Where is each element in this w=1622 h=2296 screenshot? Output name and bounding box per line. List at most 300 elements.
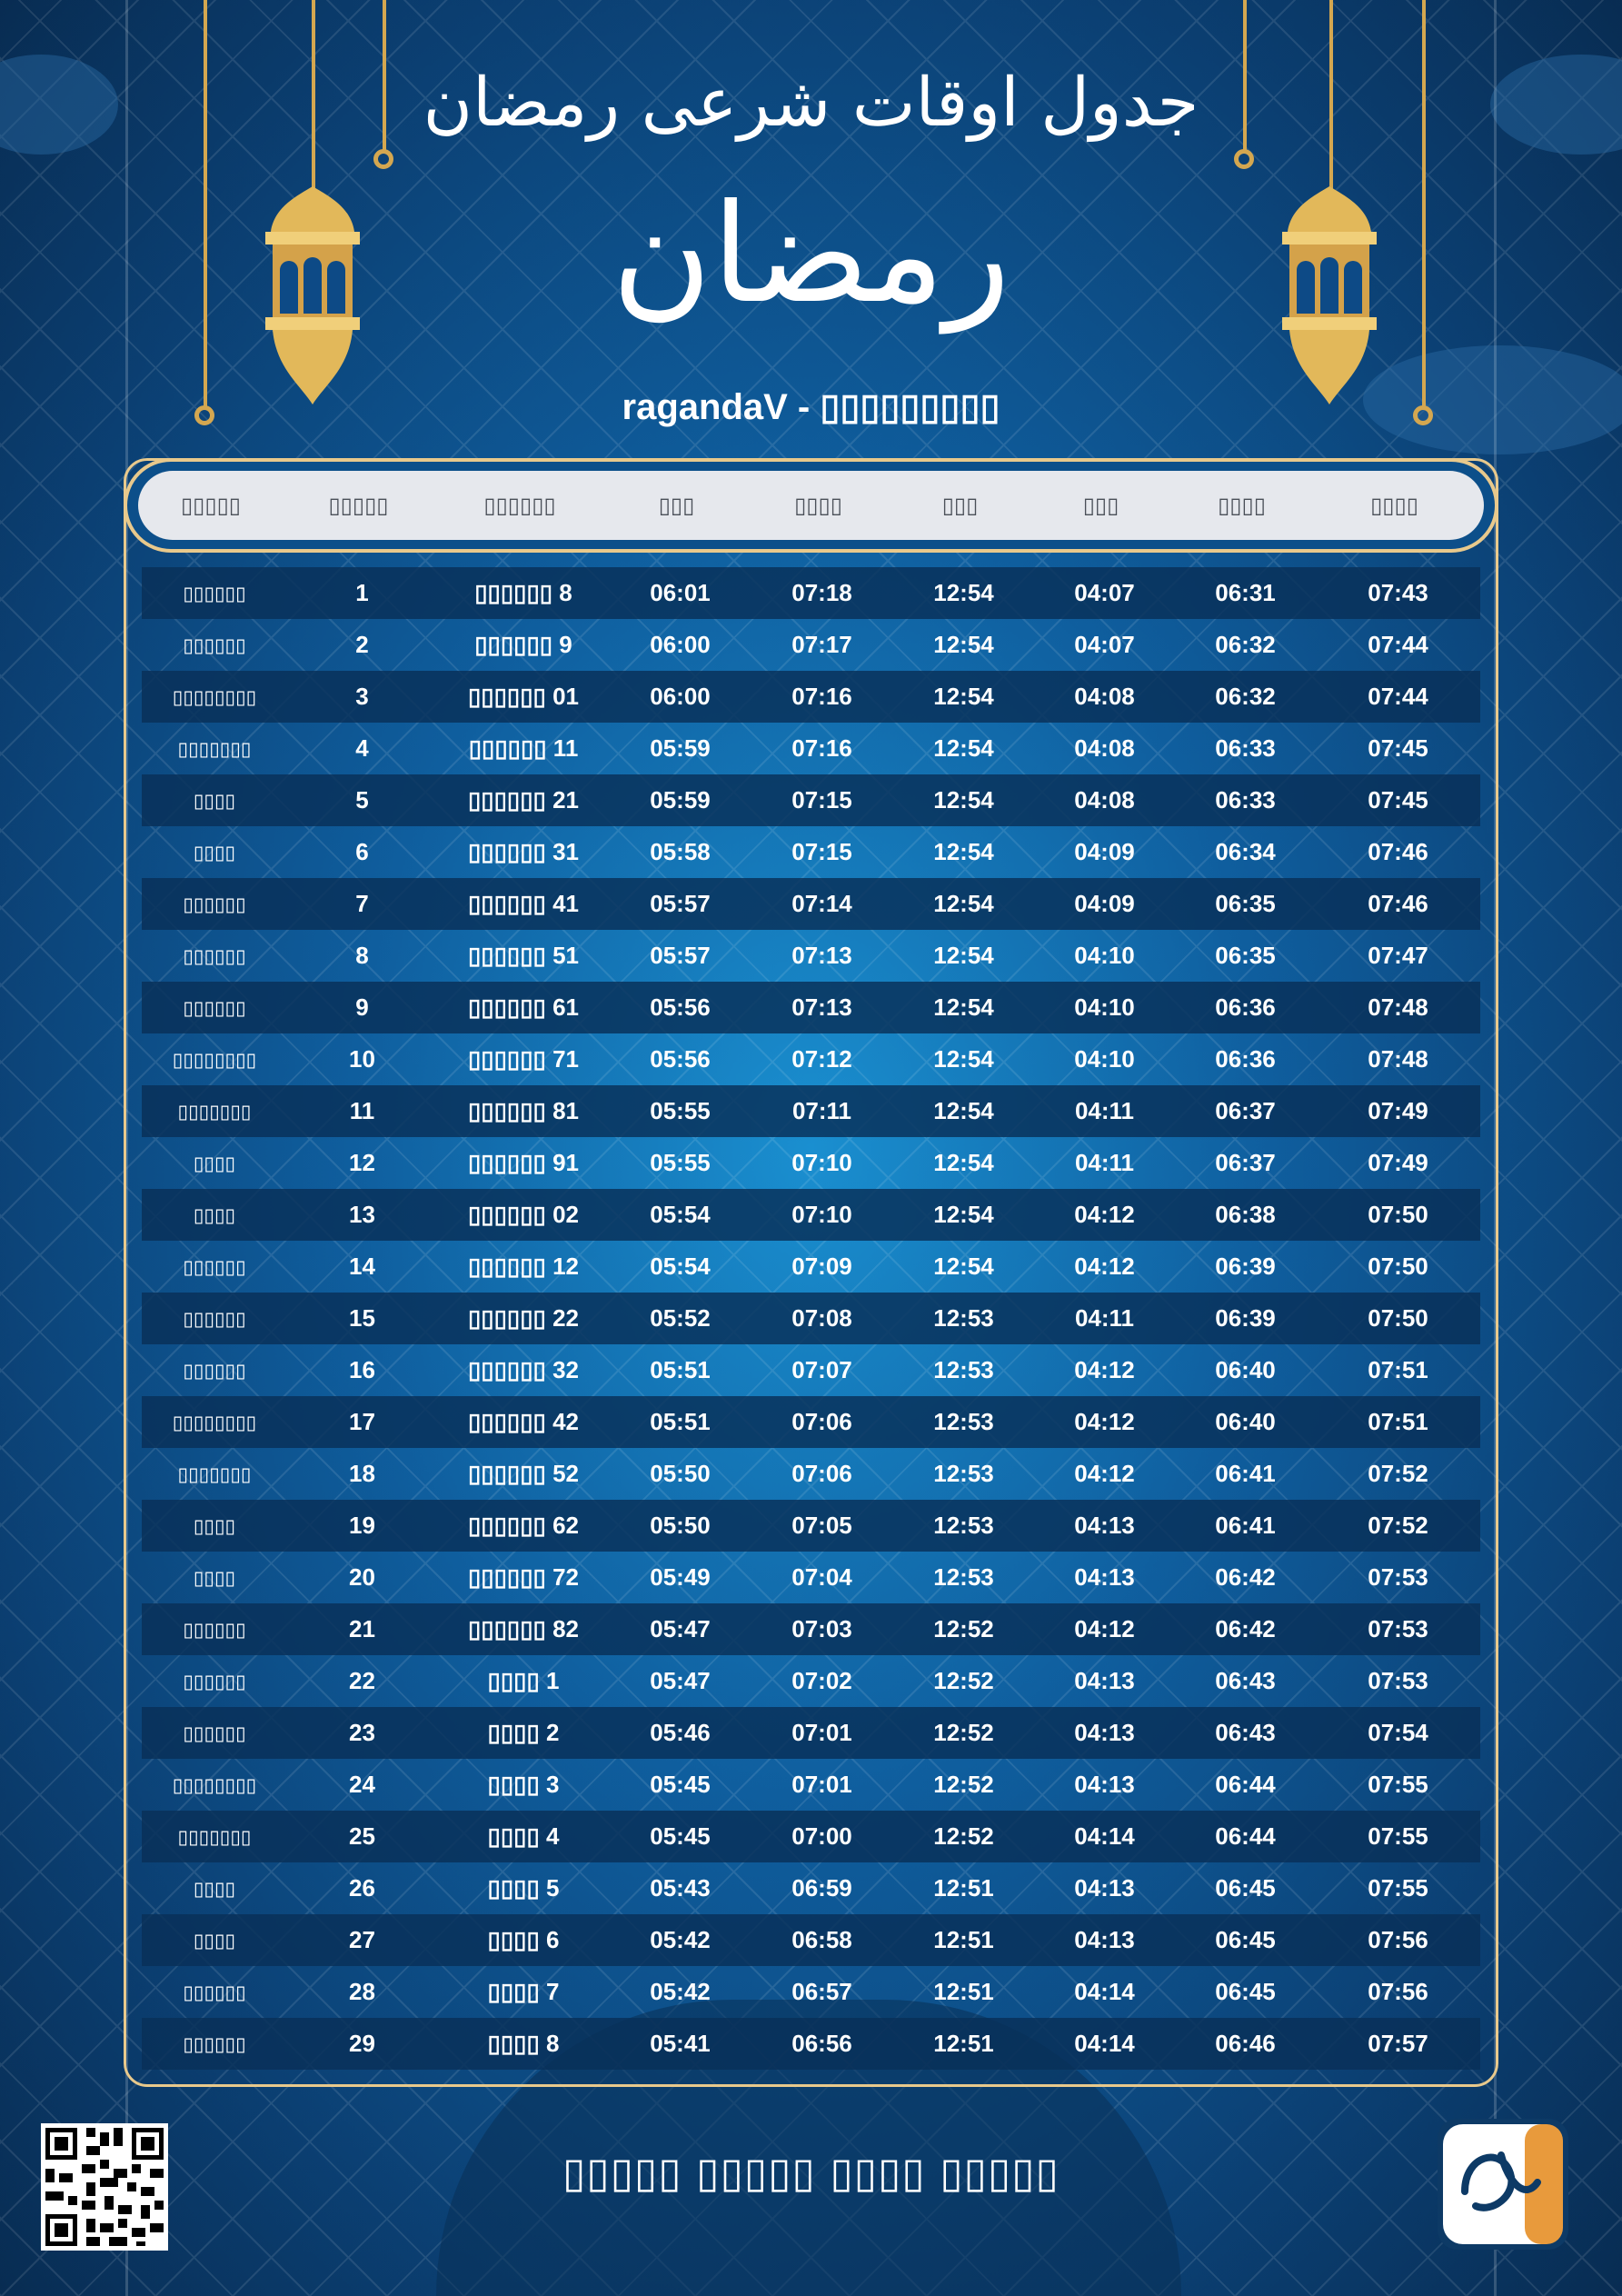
cell-maghrib: 06:41 (1215, 1512, 1276, 1539)
cell-date: ▯▯▯▯ 7 (487, 1978, 560, 2005)
cell-asr: 04:13 (1074, 1874, 1135, 1902)
cell-day: ▯▯▯▯ (193, 1152, 236, 1174)
cell-sunrise: 07:07 (791, 1356, 852, 1383)
cell-ramadan-day: 6 (355, 838, 369, 865)
cell-dhuhr: 12:54 (933, 890, 994, 917)
cell-maghrib: 06:37 (1215, 1097, 1276, 1124)
cell-isha: 07:47 (1368, 942, 1428, 969)
cell-ramadan-day: 17 (349, 1408, 375, 1435)
cell-isha: 07:46 (1368, 890, 1428, 917)
cell-maghrib: 06:43 (1215, 1719, 1276, 1746)
cell-asr: 04:09 (1074, 890, 1135, 917)
cell-ramadan-day: 27 (349, 1926, 375, 1953)
cell-isha: 07:54 (1368, 1719, 1428, 1746)
table-row (142, 1655, 1480, 1707)
cell-sunrise: 07:08 (791, 1304, 852, 1332)
cell-fajr: 05:59 (650, 786, 711, 814)
cell-fajr: 05:59 (650, 734, 711, 762)
cell-dhuhr: 12:54 (933, 683, 994, 710)
cell-date: ▯▯▯▯ 2 (487, 1719, 560, 1746)
cell-isha: 07:57 (1368, 2030, 1428, 2057)
cell-isha: 07:55 (1368, 1771, 1428, 1798)
cell-asr: 04:07 (1074, 579, 1135, 606)
table-row (142, 1396, 1480, 1448)
cell-day: ▯▯▯▯▯▯ (183, 944, 246, 967)
cell-maghrib: 06:35 (1215, 942, 1276, 969)
table-row (142, 1759, 1480, 1811)
cell-ramadan-day: 7 (355, 890, 369, 917)
cell-sunrise: 07:10 (791, 1149, 852, 1176)
cell-day: ▯▯▯▯▯▯▯▯ (172, 1048, 257, 1071)
cell-date: ▯▯▯▯ 8 (487, 2030, 560, 2057)
cell-sunrise: 07:16 (791, 734, 852, 762)
cell-dhuhr: 12:54 (933, 1253, 994, 1280)
cell-day: ▯▯▯▯▯▯ (183, 1981, 246, 2003)
cell-maghrib: 06:45 (1215, 1978, 1276, 2005)
cell-sunrise: 07:06 (791, 1460, 852, 1487)
cell-asr: 04:08 (1074, 786, 1135, 814)
cell-ramadan-day: 2 (355, 631, 369, 658)
cell-maghrib: 06:31 (1215, 579, 1276, 606)
cell-date: ▯▯▯▯▯▯ 21 (468, 786, 579, 814)
table-row (142, 1603, 1480, 1655)
table-row (142, 1811, 1480, 1862)
cell-sunrise: 06:57 (791, 1978, 852, 2005)
cell-ramadan-day: 3 (355, 683, 369, 710)
cell-maghrib: 06:32 (1215, 631, 1276, 658)
cell-maghrib: 06:40 (1215, 1408, 1276, 1435)
cell-maghrib: 06:34 (1215, 838, 1276, 865)
cell-isha: 07:51 (1368, 1408, 1428, 1435)
cell-sunrise: 07:11 (791, 1097, 852, 1124)
table-row (142, 1552, 1480, 1603)
cell-asr: 04:12 (1074, 1201, 1135, 1228)
cell-isha: 07:49 (1368, 1149, 1428, 1176)
cell-day: ▯▯▯▯▯▯ (183, 1307, 246, 1330)
column-header-asr: ▯▯▯ (1082, 493, 1119, 518)
cell-fajr: 05:55 (650, 1097, 711, 1124)
cell-day: ▯▯▯▯ (193, 841, 236, 863)
page-title: جدول اوقات شرعی رمضان (423, 64, 1199, 142)
cell-date: ▯▯▯▯ 4 (487, 1822, 560, 1850)
cell-maghrib: 06:32 (1215, 683, 1276, 710)
cell-date: ▯▯▯▯▯▯ 11 (468, 734, 579, 762)
cell-day: ▯▯▯▯▯▯ (183, 634, 246, 656)
cell-isha: 07:45 (1368, 786, 1428, 814)
cell-date: ▯▯▯▯ 1 (487, 1667, 560, 1694)
cell-day: ▯▯▯▯▯▯ (183, 1255, 246, 1278)
cell-date: ▯▯▯▯▯▯ 51 (468, 942, 579, 969)
cell-asr: 04:12 (1074, 1615, 1135, 1642)
cell-maghrib: 06:38 (1215, 1201, 1276, 1228)
cell-fajr: 05:56 (650, 1045, 711, 1073)
table-row (142, 723, 1480, 774)
cell-sunrise: 06:56 (791, 2030, 852, 2057)
cell-isha: 07:52 (1368, 1512, 1428, 1539)
cell-asr: 04:13 (1074, 1719, 1135, 1746)
cell-isha: 07:53 (1368, 1615, 1428, 1642)
hanging-ring (373, 149, 393, 169)
cell-ramadan-day: 5 (355, 786, 369, 814)
cell-ramadan-day: 22 (349, 1667, 375, 1694)
cell-day: ▯▯▯▯▯▯▯ (177, 1100, 252, 1123)
cell-day: ▯▯▯▯▯▯ (183, 893, 246, 915)
column-header-isha: ▯▯▯▯ (1370, 493, 1418, 518)
cell-fajr: 05:52 (650, 1304, 711, 1332)
cell-dhuhr: 12:54 (933, 1045, 994, 1073)
cell-sunrise: 07:01 (791, 1771, 852, 1798)
table-row (142, 1344, 1480, 1396)
cell-dhuhr: 12:51 (933, 1978, 994, 2005)
cell-ramadan-day: 14 (349, 1253, 375, 1280)
cell-asr: 04:14 (1074, 1978, 1135, 2005)
cell-maghrib: 06:46 (1215, 2030, 1276, 2057)
table-header (124, 458, 1498, 553)
cell-sunrise: 07:01 (791, 1719, 852, 1746)
column-header-day: ▯▯▯▯▯ (180, 493, 242, 518)
cell-asr: 04:11 (1074, 1149, 1135, 1176)
cell-asr: 04:12 (1074, 1356, 1135, 1383)
table-row (142, 2018, 1480, 2070)
cell-dhuhr: 12:54 (933, 993, 994, 1021)
table-row (142, 1862, 1480, 1914)
brand-logo-icon[interactable] (1438, 2119, 1568, 2250)
cell-fajr: 05:54 (650, 1253, 711, 1280)
cell-date: ▯▯▯▯▯▯ 01 (468, 683, 579, 710)
cell-asr: 04:13 (1074, 1771, 1135, 1798)
cell-isha: 07:49 (1368, 1097, 1428, 1124)
cell-asr: 04:07 (1074, 631, 1135, 658)
cell-fajr: 05:49 (650, 1563, 711, 1591)
table-row (142, 1241, 1480, 1293)
cell-ramadan-day: 26 (349, 1874, 375, 1902)
cell-dhuhr: 12:52 (933, 1822, 994, 1850)
cell-ramadan-day: 16 (349, 1356, 375, 1383)
cell-dhuhr: 12:54 (933, 734, 994, 762)
column-header-sunrise: ▯▯▯▯ (794, 493, 842, 518)
cell-ramadan-day: 4 (355, 734, 369, 762)
cell-isha: 07:46 (1368, 838, 1428, 865)
table-row (142, 1189, 1480, 1241)
cell-maghrib: 06:44 (1215, 1771, 1276, 1798)
cell-asr: 04:09 (1074, 838, 1135, 865)
cell-dhuhr: 12:54 (933, 786, 994, 814)
cell-fajr: 05:58 (650, 838, 711, 865)
cell-sunrise: 07:03 (791, 1615, 852, 1642)
cell-isha: 07:55 (1368, 1822, 1428, 1850)
cell-dhuhr: 12:53 (933, 1408, 994, 1435)
cell-asr: 04:08 (1074, 734, 1135, 762)
cell-day: ▯▯▯▯ (193, 1203, 236, 1226)
footer-caption: ▯▯▯▯▯ ▯▯▯▯▯ ▯▯▯▯ ▯▯▯▯▯ (562, 2148, 1060, 2197)
cell-asr: 04:10 (1074, 1045, 1135, 1073)
cell-ramadan-day: 19 (349, 1512, 375, 1539)
column-header-dhuhr: ▯▯▯ (941, 493, 979, 518)
cell-dhuhr: 12:53 (933, 1460, 994, 1487)
cell-date: ▯▯▯▯▯▯ 42 (468, 1408, 579, 1435)
cell-sunrise: 07:09 (791, 1253, 852, 1280)
cell-isha: 07:50 (1368, 1304, 1428, 1332)
cell-asr: 04:12 (1074, 1408, 1135, 1435)
table-row (142, 1707, 1480, 1759)
cell-date: ▯▯▯▯▯▯ 8 (474, 579, 572, 606)
table-row (142, 1033, 1480, 1085)
cell-fajr: 05:51 (650, 1356, 711, 1383)
cell-date: ▯▯▯▯▯▯ 31 (468, 838, 579, 865)
table-row (142, 878, 1480, 930)
cell-dhuhr: 12:51 (933, 1874, 994, 1902)
table-row (142, 1293, 1480, 1344)
cell-day: ▯▯▯▯▯▯ (183, 1618, 246, 1641)
cell-dhuhr: 12:54 (933, 1097, 994, 1124)
prayer-times-table (142, 567, 1480, 2070)
cell-maghrib: 06:44 (1215, 1822, 1276, 1850)
cell-fajr: 06:00 (650, 683, 711, 710)
cell-dhuhr: 12:54 (933, 1201, 994, 1228)
cell-day: ▯▯▯▯▯▯▯ (177, 737, 252, 760)
cell-day: ▯▯▯▯▯▯▯▯ (172, 685, 257, 708)
table-row (142, 1448, 1480, 1500)
cell-asr: 04:14 (1074, 2030, 1135, 2057)
cell-isha: 07:53 (1368, 1667, 1428, 1694)
cell-asr: 04:14 (1074, 1822, 1135, 1850)
cell-asr: 04:08 (1074, 683, 1135, 710)
cell-day: ▯▯▯▯▯▯ (183, 1359, 246, 1382)
cell-asr: 04:12 (1074, 1253, 1135, 1280)
cell-day: ▯▯▯▯ (193, 1929, 236, 1952)
cell-maghrib: 06:39 (1215, 1253, 1276, 1280)
cell-fajr: 05:54 (650, 1201, 711, 1228)
cell-sunrise: 07:17 (791, 631, 852, 658)
cell-maghrib: 06:40 (1215, 1356, 1276, 1383)
city-subtitle: ragandaV - ▯▯▯▯▯▯▯▯▯ (622, 387, 1000, 427)
cell-dhuhr: 12:52 (933, 1615, 994, 1642)
cell-day: ▯▯▯▯▯▯ (183, 996, 246, 1019)
cell-isha: 07:43 (1368, 579, 1428, 606)
cell-fajr: 05:45 (650, 1822, 711, 1850)
cell-dhuhr: 12:53 (933, 1356, 994, 1383)
cell-maghrib: 06:45 (1215, 1874, 1276, 1902)
cell-isha: 07:55 (1368, 1874, 1428, 1902)
cell-date: ▯▯▯▯▯▯ 61 (468, 993, 579, 1021)
cell-sunrise: 07:00 (791, 1822, 852, 1850)
cell-date: ▯▯▯▯▯▯ 52 (468, 1460, 579, 1487)
cell-date: ▯▯▯▯▯▯ 41 (468, 890, 579, 917)
table-row (142, 1914, 1480, 1966)
cell-ramadan-day: 1 (355, 579, 369, 606)
cell-asr: 04:13 (1074, 1926, 1135, 1953)
table-row (142, 1500, 1480, 1552)
cell-fajr: 06:00 (650, 631, 711, 658)
cell-date: ▯▯▯▯▯▯ 71 (468, 1045, 579, 1073)
table-row (142, 826, 1480, 878)
cell-date: ▯▯▯▯▯▯ 02 (468, 1201, 579, 1228)
cell-dhuhr: 12:54 (933, 838, 994, 865)
table-row (142, 619, 1480, 671)
cell-isha: 07:51 (1368, 1356, 1428, 1383)
cell-sunrise: 07:10 (791, 1201, 852, 1228)
cell-ramadan-day: 29 (349, 2030, 375, 2057)
cell-dhuhr: 12:52 (933, 1719, 994, 1746)
hanging-ring (1234, 149, 1254, 169)
cell-fajr: 05:47 (650, 1667, 711, 1694)
cell-asr: 04:12 (1074, 1460, 1135, 1487)
cell-maghrib: 06:33 (1215, 786, 1276, 814)
column-header-ramadan-day: ▯▯▯▯▯ (328, 493, 389, 518)
cell-day: ▯▯▯▯▯▯▯▯ (172, 1411, 257, 1433)
cell-day: ▯▯▯▯▯▯▯▯ (172, 1773, 257, 1796)
cell-ramadan-day: 13 (349, 1201, 375, 1228)
cell-ramadan-day: 18 (349, 1460, 375, 1487)
cell-maghrib: 06:36 (1215, 1045, 1276, 1073)
cell-day: ▯▯▯▯ (193, 789, 236, 812)
cell-isha: 07:45 (1368, 734, 1428, 762)
cell-date: ▯▯▯▯▯▯ 22 (468, 1304, 579, 1332)
cell-ramadan-day: 21 (349, 1615, 375, 1642)
cell-ramadan-day: 15 (349, 1304, 375, 1332)
cell-fajr: 05:42 (650, 1978, 711, 2005)
cell-dhuhr: 12:51 (933, 2030, 994, 2057)
cell-maghrib: 06:41 (1215, 1460, 1276, 1487)
cell-fajr: 05:50 (650, 1512, 711, 1539)
cell-ramadan-day: 9 (355, 993, 369, 1021)
cell-isha: 07:44 (1368, 683, 1428, 710)
table-row (142, 930, 1480, 982)
cell-fajr: 05:57 (650, 890, 711, 917)
cell-day: ▯▯▯▯▯▯ (183, 582, 246, 604)
cell-maghrib: 06:36 (1215, 993, 1276, 1021)
table-row (142, 1966, 1480, 2018)
cell-day: ▯▯▯▯ (193, 1566, 236, 1589)
cell-date: ▯▯▯▯▯▯ 32 (468, 1356, 579, 1383)
column-header-fajr: ▯▯▯ (658, 493, 695, 518)
table-row (142, 671, 1480, 723)
cell-sunrise: 07:06 (791, 1408, 852, 1435)
cell-ramadan-day: 24 (349, 1771, 375, 1798)
cell-fajr: 05:50 (650, 1460, 711, 1487)
cell-dhuhr: 12:54 (933, 942, 994, 969)
cell-fajr: 05:41 (650, 2030, 711, 2057)
cell-day: ▯▯▯▯▯▯ (183, 1670, 246, 1692)
cell-ramadan-day: 20 (349, 1563, 375, 1591)
cell-dhuhr: 12:52 (933, 1771, 994, 1798)
cell-date: ▯▯▯▯▯▯ 82 (468, 1615, 579, 1642)
cell-date: ▯▯▯▯▯▯ 62 (468, 1512, 579, 1539)
cell-day: ▯▯▯▯ (193, 1877, 236, 1900)
cell-fajr: 05:42 (650, 1926, 711, 1953)
cell-maghrib: 06:39 (1215, 1304, 1276, 1332)
cell-asr: 04:11 (1074, 1097, 1135, 1124)
cell-dhuhr: 12:52 (933, 1667, 994, 1694)
cell-maghrib: 06:45 (1215, 1926, 1276, 1953)
cell-day: ▯▯▯▯▯▯▯ (177, 1462, 252, 1485)
cell-dhuhr: 12:54 (933, 1149, 994, 1176)
cell-asr: 04:13 (1074, 1512, 1135, 1539)
cell-date: ▯▯▯▯▯▯ 9 (474, 631, 572, 658)
cell-isha: 07:56 (1368, 1978, 1428, 2005)
table-row (142, 774, 1480, 826)
cell-date: ▯▯▯▯▯▯ 12 (468, 1253, 579, 1280)
cell-sunrise: 07:04 (791, 1563, 852, 1591)
table-header-bar (138, 471, 1484, 540)
cell-maghrib: 06:42 (1215, 1563, 1276, 1591)
cell-fajr: 05:56 (650, 993, 711, 1021)
cell-fajr: 05:47 (650, 1615, 711, 1642)
month-title: رمضان (612, 175, 1010, 334)
cell-sunrise: 07:05 (791, 1512, 852, 1539)
cell-asr: 04:10 (1074, 993, 1135, 1021)
cell-isha: 07:48 (1368, 1045, 1428, 1073)
cell-isha: 07:44 (1368, 631, 1428, 658)
cell-sunrise: 07:02 (791, 1667, 852, 1694)
table-row (142, 1137, 1480, 1189)
cell-ramadan-day: 8 (355, 942, 369, 969)
cell-dhuhr: 12:53 (933, 1304, 994, 1332)
cell-asr: 04:13 (1074, 1563, 1135, 1591)
cell-ramadan-day: 10 (349, 1045, 375, 1073)
cell-fajr: 05:45 (650, 1771, 711, 1798)
cell-dhuhr: 12:51 (933, 1926, 994, 1953)
cell-fajr: 05:46 (650, 1719, 711, 1746)
cell-dhuhr: 12:53 (933, 1563, 994, 1591)
cell-fajr: 05:43 (650, 1874, 711, 1902)
table-row (142, 567, 1480, 619)
column-header-maghrib: ▯▯▯▯ (1218, 493, 1266, 518)
cell-asr: 04:13 (1074, 1667, 1135, 1694)
cell-ramadan-day: 23 (349, 1719, 375, 1746)
cell-date: ▯▯▯▯▯▯ 72 (468, 1563, 579, 1591)
cell-maghrib: 06:35 (1215, 890, 1276, 917)
cell-sunrise: 07:18 (791, 579, 852, 606)
cell-maghrib: 06:33 (1215, 734, 1276, 762)
cell-date: ▯▯▯▯ 3 (487, 1771, 560, 1798)
table-row (142, 982, 1480, 1033)
cell-day: ▯▯▯▯ (193, 1514, 236, 1537)
cell-isha: 07:50 (1368, 1253, 1428, 1280)
cell-date: ▯▯▯▯ 6 (487, 1926, 560, 1953)
cell-isha: 07:56 (1368, 1926, 1428, 1953)
cell-sunrise: 07:13 (791, 942, 852, 969)
cell-ramadan-day: 25 (349, 1822, 375, 1850)
cell-maghrib: 06:37 (1215, 1149, 1276, 1176)
cell-asr: 04:11 (1074, 1304, 1135, 1332)
cell-date: ▯▯▯▯▯▯ 91 (468, 1149, 579, 1176)
cell-isha: 07:53 (1368, 1563, 1428, 1591)
cell-sunrise: 07:13 (791, 993, 852, 1021)
cell-isha: 07:50 (1368, 1201, 1428, 1228)
cell-sunrise: 06:58 (791, 1926, 852, 1953)
cell-ramadan-day: 28 (349, 1978, 375, 2005)
cell-sunrise: 07:12 (791, 1045, 852, 1073)
cell-sunrise: 07:15 (791, 838, 852, 865)
cell-ramadan-day: 12 (349, 1149, 375, 1176)
cell-fajr: 05:57 (650, 942, 711, 969)
cell-sunrise: 06:59 (791, 1874, 852, 1902)
cell-date: ▯▯▯▯▯▯ 81 (468, 1097, 579, 1124)
cell-fajr: 06:01 (650, 579, 711, 606)
cell-dhuhr: 12:54 (933, 579, 994, 606)
cell-fajr: 05:51 (650, 1408, 711, 1435)
cell-sunrise: 07:14 (791, 890, 852, 917)
cell-asr: 04:10 (1074, 942, 1135, 969)
column-header-date: ▯▯▯▯▯▯ (483, 493, 556, 518)
cell-maghrib: 06:42 (1215, 1615, 1276, 1642)
cell-day: ▯▯▯▯▯▯ (183, 1722, 246, 1744)
cell-sunrise: 07:16 (791, 683, 852, 710)
cell-date: ▯▯▯▯ 5 (487, 1874, 560, 1902)
cell-day: ▯▯▯▯▯▯▯ (177, 1825, 252, 1848)
cell-dhuhr: 12:53 (933, 1512, 994, 1539)
